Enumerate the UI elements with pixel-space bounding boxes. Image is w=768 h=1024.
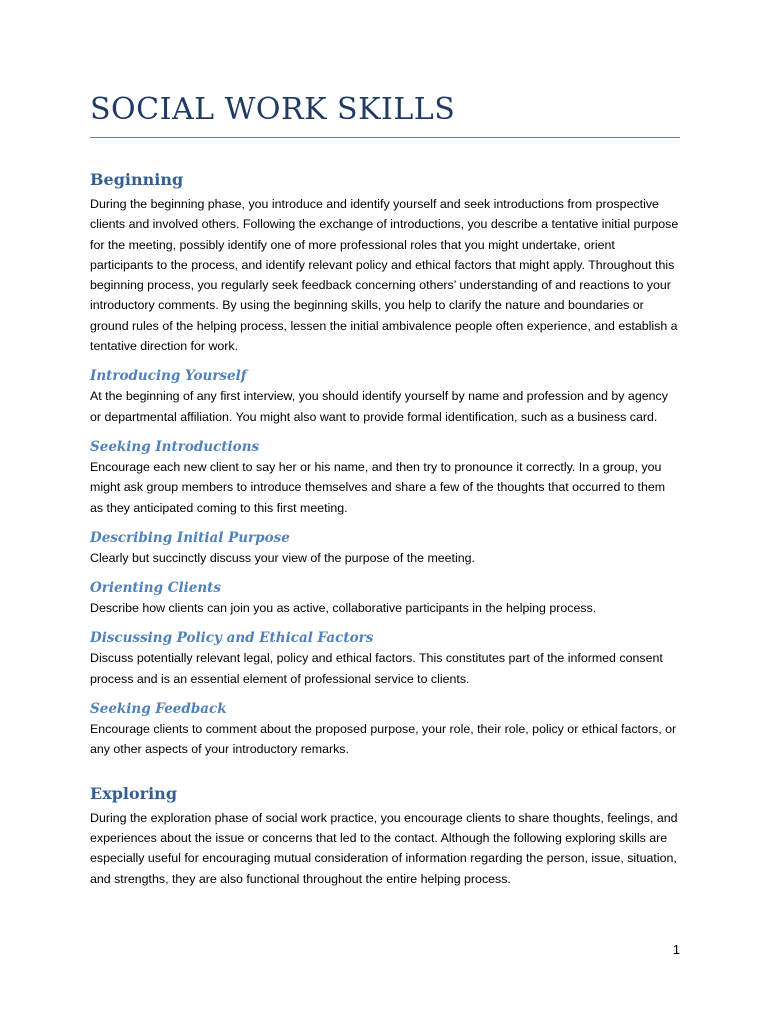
section-heading-exploring: Exploring — [90, 783, 177, 803]
subsection-body: Describe how clients can join you as active, collaborative participants in the helping process. — [90, 601, 597, 616]
page-number: 1 — [672, 942, 680, 957]
subsection-body: Discuss potentially relevant legal, policy and ethical factors. This constitutes part of the informed consent process and is an essential element of professional service to clients. — [90, 651, 663, 686]
section-exploring — [90, 782, 680, 889]
section-beginning — [90, 168, 680, 760]
document-title: SOCIAL WORK SKILLS — [90, 92, 456, 127]
subsection-discussing-policy — [90, 628, 680, 689]
subsection-heading: Describing Initial Purpose — [90, 529, 290, 546]
subsection-seeking-introductions — [90, 437, 680, 518]
subsection-body: At the beginning of any first interview, you should identify yourself by name and profession and by agency or departmental affiliation. You might also want to provide formal identification, such as a business card. — [90, 389, 668, 424]
subsection-body: Encourage each new client to say her or his name, and then try to pronounce it correctly. In a group, you might ask group members to introduce themselves and share a few of the thoughts that occurred to them as they anticipated coming to this first meeting. — [90, 459, 666, 515]
section-heading-beginning: Beginning — [90, 170, 184, 189]
subsection-body: Clearly but succinctly discuss your view of the purpose of the meeting. — [90, 550, 475, 565]
document-body — [90, 168, 680, 889]
subsection-body: Encourage clients to comment about the proposed purpose, your role, their role, policy or ethical factors, or any other aspects of your introductory remarks. — [90, 722, 677, 757]
subsection-heading: Introducing Yourself — [90, 368, 247, 385]
subsection-heading: Seeking Introductions — [90, 438, 260, 455]
subsection-seeking-feedback — [90, 699, 680, 760]
title-divider — [90, 137, 680, 138]
subsection-heading: Orienting Clients — [90, 580, 221, 597]
subsection-introducing-yourself — [90, 366, 680, 427]
section-body-exploring: During the exploration phase of social work practice, you encourage clients to share thoughts, feelings, and experiences about the issue or concerns that led to the contact. Although the following exploring skills are especially useful for encouraging mutual consideration of information regarding the person, issue, situation, and strengths, they are also functional throughout the entire helping process. — [90, 810, 678, 886]
section-body-beginning: During the beginning phase, you introduce and identify yourself and seek introductions from prospective clients and involved others. Following the exchange of introductions, you describe a tentative initial purpose for the meeting, possibly identify one of more professional roles that you might undertake, orient participants to the process, and identify relevant policy and ethical factors that might apply. Throughout this beginning process, you regularly seek feedback concerning others’ understanding of and reactions to your introductory comments. By using the beginning skills, you help to clarify the nature and boundaries or ground rules of the helping process, lessen the initial ambivalence people often experience, and establish a tentative direction for work. — [90, 197, 679, 354]
subsection-heading: Seeking Feedback — [90, 701, 227, 718]
subsection-describing-initial-purpose — [90, 528, 680, 568]
subsection-heading: Discussing Policy and Ethical Factors — [90, 630, 374, 647]
subsection-orienting-clients — [90, 578, 680, 618]
